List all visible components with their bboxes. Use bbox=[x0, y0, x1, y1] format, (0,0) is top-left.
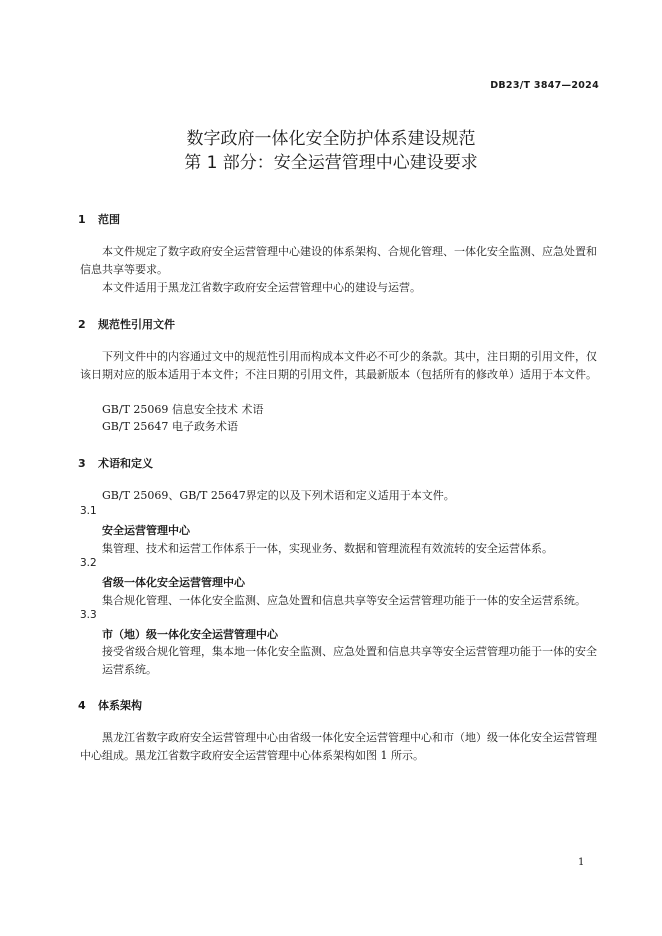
term-number: 3.1 bbox=[80, 505, 97, 517]
reference-title: 电子政务术语 bbox=[172, 420, 238, 433]
section-3-heading bbox=[78, 455, 153, 471]
term-definition: 接受省级合规化管理，集本地一体化安全监测、应急处置和信息共享等安全运营管理功能于一体的安全运营系统。 bbox=[102, 645, 597, 676]
section-1-heading bbox=[78, 211, 120, 227]
section-2-paragraph-1: 下列文件中的内容通过文中的规范性引用而构成本文件必不可少的条款。其中，注日期的引用文件，仅该日期对应的版本适用于本文件；不注日期的引用文件，其最新版本（包括所有的修改单）适用于本文件。 bbox=[80, 350, 597, 381]
document-title-line1: 数字政府一体化安全防护体系建设规范 bbox=[186, 129, 476, 149]
section-3-intro: GB/T 25069、GB/T 25647界定的以及下列术语和定义适用于本文件。 bbox=[102, 489, 455, 502]
term-number: 3.3 bbox=[80, 609, 97, 621]
section-title: 范围 bbox=[98, 213, 120, 226]
section-2-heading bbox=[78, 316, 175, 332]
term-name: 安全运营管理中心 bbox=[102, 524, 190, 537]
term-name: 省级一体化安全运营管理中心 bbox=[102, 576, 245, 589]
reference-title: 信息安全技术 术语 bbox=[172, 403, 264, 416]
section-1-paragraph-1: 本文件规定了数字政府安全运营管理中心建设的体系架构、合规化管理、一体化安全监测、应急处置和信息共享等要求。 bbox=[80, 245, 597, 276]
standard-code: DB23/T 3847—2024 bbox=[490, 80, 599, 91]
term-definition: 集管理、技术和运营工作体系于一体，实现业务、数据和管理流程有效流转的安全运营体系。 bbox=[102, 542, 553, 555]
term-number: 3.2 bbox=[80, 557, 97, 569]
normative-reference bbox=[102, 401, 264, 417]
section-number: 2 bbox=[78, 318, 86, 331]
normative-reference bbox=[102, 418, 238, 434]
term-name: 市（地）级一体化安全运营管理中心 bbox=[102, 628, 278, 641]
section-number: 3 bbox=[78, 457, 86, 470]
page-number: 1 bbox=[578, 857, 585, 868]
section-4-heading bbox=[78, 697, 142, 713]
section-1-paragraph-2: 本文件适用于黑龙江省数字政府安全运营管理中心的建设与运营。 bbox=[102, 281, 421, 294]
section-title: 体系架构 bbox=[98, 699, 142, 712]
section-number: 4 bbox=[78, 699, 86, 712]
reference-code: GB/T 25647 bbox=[102, 420, 169, 433]
document-title-line2: 第 1 部分：安全运营管理中心建设要求 bbox=[184, 153, 478, 173]
reference-code: GB/T 25069 bbox=[102, 403, 169, 416]
section-title: 术语和定义 bbox=[98, 457, 153, 470]
section-4-paragraph-1: 黑龙江省数字政府安全运营管理中心由省级一体化安全运营管理中心和市（地）级一体化安全运营管理中心组成。黑龙江省数字政府安全运营管理中心体系架构如图 1 所示。 bbox=[80, 731, 597, 762]
section-title: 规范性引用文件 bbox=[98, 318, 175, 331]
section-number: 1 bbox=[78, 213, 86, 226]
term-definition: 集合规化管理、一体化安全监测、应急处置和信息共享等安全运营管理功能于一体的安全运营系统。 bbox=[102, 594, 586, 607]
